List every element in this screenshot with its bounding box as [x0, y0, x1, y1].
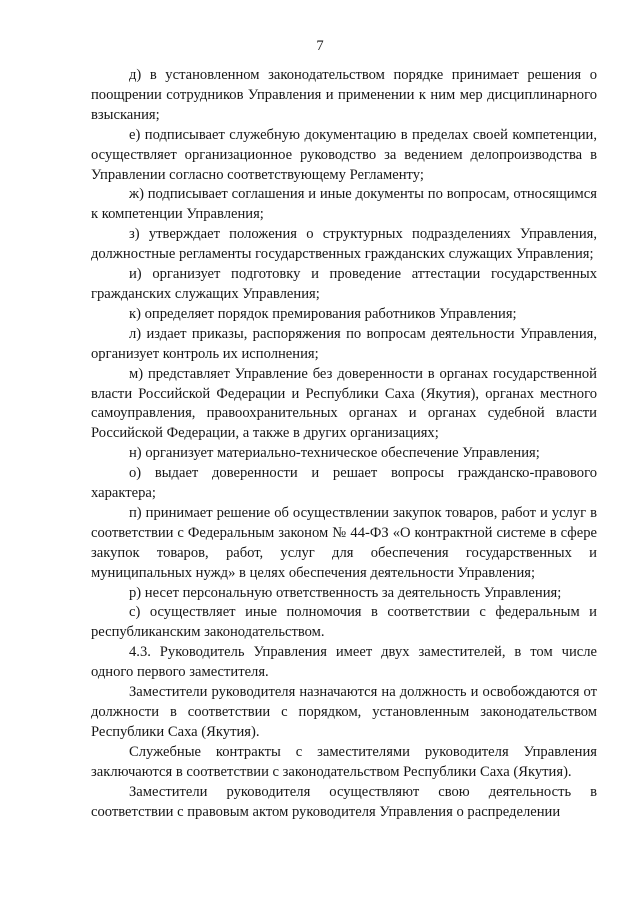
paragraph-r: р) несет персональную ответственность за деятельность Управления; [129, 584, 562, 601]
page-number: 7 [316, 38, 324, 54]
paragraph-zh: ж) подписывает соглашения и иные документы по вопросам, относящимся к компетенции Управления; [91, 186, 597, 223]
paragraph-n: н) организует материально-техническое обеспечение Управления; [129, 445, 540, 462]
paragraph-s: с) осуществляет иные полномочия в соответствии с федеральным и республиканским законодательством. [91, 604, 597, 641]
paragraph-p: п) принимает решение об осуществлении закупок товаров, работ и услуг в соответствии с Федеральным законом № 44-ФЗ «О контрактной системе в сфере закупок товаров, работ, услуг для обеспечения государственных и муниципальных нужд» в целях обеспечения деятельности Управления; [91, 504, 597, 581]
paragraph-d: д) в установленном законодательством порядке принимает решения о поощрении сотрудников Управления и применении к ним мер дисциплинарного взыскания; [91, 67, 597, 123]
paragraph-service-contracts: Служебные контракты с заместителями руководителя Управления заключаются в соответствии с законодательством Республики Саха (Якутия). [91, 743, 597, 780]
paragraph-o: о) выдает доверенности и решает вопросы гражданско-правового характера; [91, 465, 597, 502]
paragraph-m: м) представляет Управление без доверенности в органах государственной власти Российской Федерации и Республики Саха (Якутия), органах местного самоуправления, правоохранительных органах и органах судебной власти Российской Федерации, а также в других организациях; [91, 365, 597, 442]
paragraph-k: к) определяет порядок премирования работников Управления; [129, 305, 517, 322]
paragraph-l: л) издает приказы, распоряжения по вопросам деятельности Управления, организует контроль их исполнения; [91, 325, 597, 362]
paragraph-e: е) подписывает служебную документацию в пределах своей компетенции, осуществляет организационное руководство за ведением делопроизводства в Управлении согласно соответствующему Регламенту; [91, 126, 597, 183]
paragraph-4-3: 4.3. Руководитель Управления имеет двух заместителей, в том числе одного первого заместителя. [91, 644, 597, 681]
paragraph-z: з) утверждает положения о структурных подразделениях Управления, должностные регламенты государственных гражданских служащих Управления; [91, 226, 597, 263]
document-body [91, 66, 597, 822]
paragraph-deputies-appointment: Заместители руководителя назначаются на должность и освобождаются от должности в соответствии с порядком, установленным законодательством Республики Саха (Якутия). [91, 684, 597, 740]
paragraph-deputies-activity: Заместители руководителя осуществляют свою деятельность в соответствии с правовым актом руководителя Управления о распределении [91, 783, 597, 820]
paragraph-i: и) организует подготовку и проведение аттестации государственных гражданских служащих Управления; [91, 266, 597, 302]
